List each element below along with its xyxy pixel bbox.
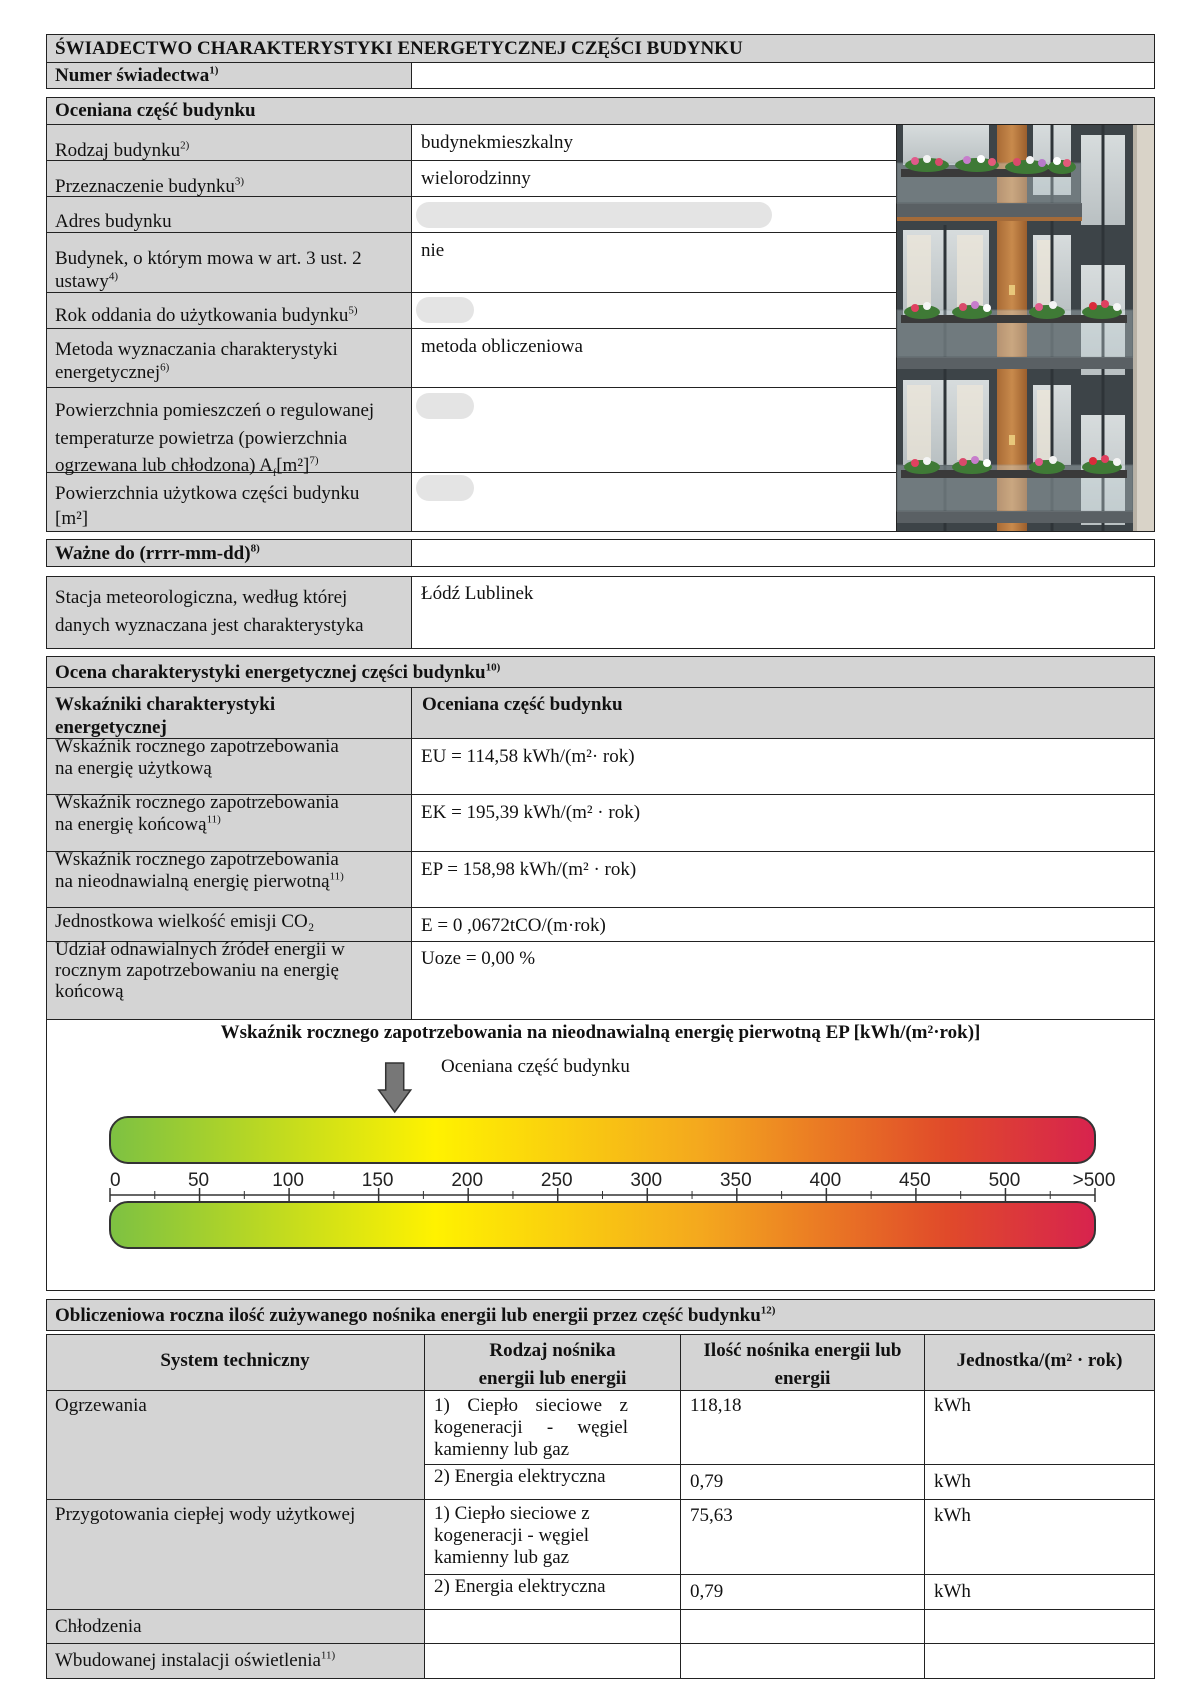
indicator-co2-value: E = 0 ,0672tCO/(m·rok) [421, 915, 606, 936]
certificate-title: ŚWIADECTWO CHARAKTERYSTYKI ENERGETYCZNEJ CZĘŚCI BUDYNKU [55, 38, 743, 59]
indicator-ek-value: EK = 195,39 kWh/(m² · rok) [421, 802, 641, 823]
heating-unit-2: kWh [934, 1471, 971, 1492]
year-redacted [416, 297, 474, 323]
ep-scale-tick-label: 450 [899, 1170, 931, 1191]
indicator-ep-value: EP = 158,98 kWh/(m² · rok) [421, 859, 637, 880]
indicator-oze-label: Udział odnawialnych źródeł energii w rocznym zapotrzebowaniu na energię końcową [55, 939, 345, 1002]
ep-scale-tick-label: 300 [630, 1170, 663, 1191]
building-type-label: Rodzaj budynku$^{2)}$ [55, 139, 190, 161]
heating-carrier-1: 1) Ciepło sieciowe z kogeneracji - węgiel kamienny lub gaz [434, 1395, 628, 1460]
hot-water-carrier-1: 1) Ciepło sieciowe z kogeneracji - węgiel kamienny lub gaz [434, 1503, 590, 1568]
indicator-eu-value: EU = 114,58 kWh/(m²· rok) [421, 746, 635, 767]
usable-area-redacted [416, 475, 474, 501]
energy-header-carrier: Rodzaj nośnika energii lub energii [478, 1340, 627, 1389]
hot-water-carrier-2: 2) Energia elektryczna [434, 1576, 606, 1597]
ep-indicator-arrow [379, 1063, 411, 1112]
ep-scale-tick-label: 200 [451, 1170, 484, 1191]
ep-scale-tick-label: 250 [540, 1170, 573, 1191]
assessment-col1-header: Wskaźniki charakterystyki energetycznej [55, 694, 276, 738]
ep-scale-title: Wskaźnik rocznego zapotrzebowania na nieodnawialną energię pierwotną EP [kWh/(m²·rok)] [220, 1022, 981, 1043]
ep-scale-bar-bottom [110, 1202, 1095, 1248]
hot-water-amount-1: 75,63 [690, 1505, 733, 1526]
indicator-ep-label: Wskaźnik rocznego zapotrzebowania na nieodnawialną energię pierwotną$^{11)}$ [55, 849, 344, 892]
system-hot-water: Przygotowania ciepłej wody użytkowej [55, 1504, 356, 1525]
assessment-title: Ocena charakterystyki energetycznej części budynku$^{10)}$ [55, 661, 501, 683]
heating-unit-1: kWh [934, 1395, 971, 1416]
energy-header-unit: Jednostka/(m² · rok) [956, 1350, 1123, 1371]
building-method-label: Metoda wyznaczania charakterystyki energetycznej$^{6)}$ [55, 339, 338, 383]
building-year-label: Rok oddania do użytkowania budynku$^{5)}$ [55, 304, 358, 326]
building-facade-photo [897, 125, 1154, 531]
ep-scale-tick-label: 0 [110, 1170, 121, 1191]
heating-amount-2: 0,79 [690, 1471, 724, 1492]
building-type-value: budynekmieszkalny [421, 132, 573, 153]
station-value: Łódź Lublinek [421, 583, 534, 604]
building-art3-value: nie [421, 240, 445, 261]
heating-amount-1: 118,18 [690, 1395, 742, 1416]
station-label: Stacja meteorologiczna, według której danych wyznaczana jest charakterystyka [55, 587, 364, 636]
indicator-oze-value: Uoze = 0,00 % [421, 948, 536, 969]
ep-scale-tick-label: 50 [187, 1170, 210, 1191]
energy-table-title: Obliczeniowa roczna ilość zużywanego nośnika energii lub energii przez część budynku$^{12)}$ [55, 1304, 776, 1326]
building-purpose-value: wielorodzinny [421, 168, 531, 189]
heating-carrier-2: 2) Energia elektryczna [434, 1466, 606, 1487]
certificate-number-label: Numer świadectwa$^{1)}$ [55, 64, 219, 86]
ep-scale-tick-label: >500 [1072, 1170, 1116, 1191]
system-heating: Ogrzewania [55, 1395, 147, 1416]
indicator-eu-label: Wskaźnik rocznego zapotrzebowania na energię użytkową [55, 736, 339, 779]
building-art3-label: Budynek, o którym mowa w art. 3 ust. 2 ustawy$^{4)}$ [55, 248, 362, 292]
ep-scale-tick-label: 150 [361, 1170, 394, 1191]
building-section-title: Oceniana część budynku [55, 100, 256, 121]
ep-arrow-label: Oceniana część budynku [441, 1056, 630, 1077]
heated-area-redacted [416, 393, 474, 419]
address-redacted [416, 202, 772, 228]
building-address-label: Adres budynku [55, 211, 172, 232]
building-method-value: metoda obliczeniowa [421, 336, 583, 357]
ep-scale-bar-top [110, 1117, 1095, 1163]
energy-header-amount: Ilość nośnika energii lub energii [703, 1340, 902, 1389]
system-cooling: Chłodzenia [55, 1616, 142, 1637]
energy-header-system: System techniczny [160, 1350, 310, 1371]
ep-scale-tick-label: 350 [719, 1170, 752, 1191]
system-lighting: Wbudowanej instalacji oświetlenia$^{11)}$ [55, 1649, 336, 1671]
ep-scale-tick-label: 400 [809, 1170, 842, 1191]
hot-water-amount-2: 0,79 [690, 1581, 724, 1602]
validity-label: Ważne do (rrrr-mm-dd)$^{8)}$ [55, 542, 260, 564]
building-purpose-label: Przeznaczenie budynku$^{3)}$ [55, 175, 245, 197]
ep-scale-tick-label: 100 [272, 1170, 304, 1191]
indicator-co2-label: Jednostkowa wielkość emisji CO₂ [55, 911, 315, 932]
building-heated-area-label: Powierzchnia pomieszczeń o regulowanej temperaturze powietrza (powierzchnia ogrzewana lub chłodzona) $A_f[m^2]^{7)}$ [55, 400, 375, 479]
ep-scale-graphic [100, 1050, 1116, 1250]
hot-water-unit-2: kWh [934, 1581, 971, 1602]
ep-scale-tick-label: 500 [988, 1170, 1021, 1191]
hot-water-unit-1: kWh [934, 1505, 971, 1526]
assessment-col2-header: Oceniana część budynku [422, 694, 623, 715]
building-usable-area-label: Powierzchnia użytkowa części budynku [m²] [55, 483, 360, 529]
indicator-ek-label: Wskaźnik rocznego zapotrzebowania na energię końcową$^{11)}$ [55, 792, 339, 835]
